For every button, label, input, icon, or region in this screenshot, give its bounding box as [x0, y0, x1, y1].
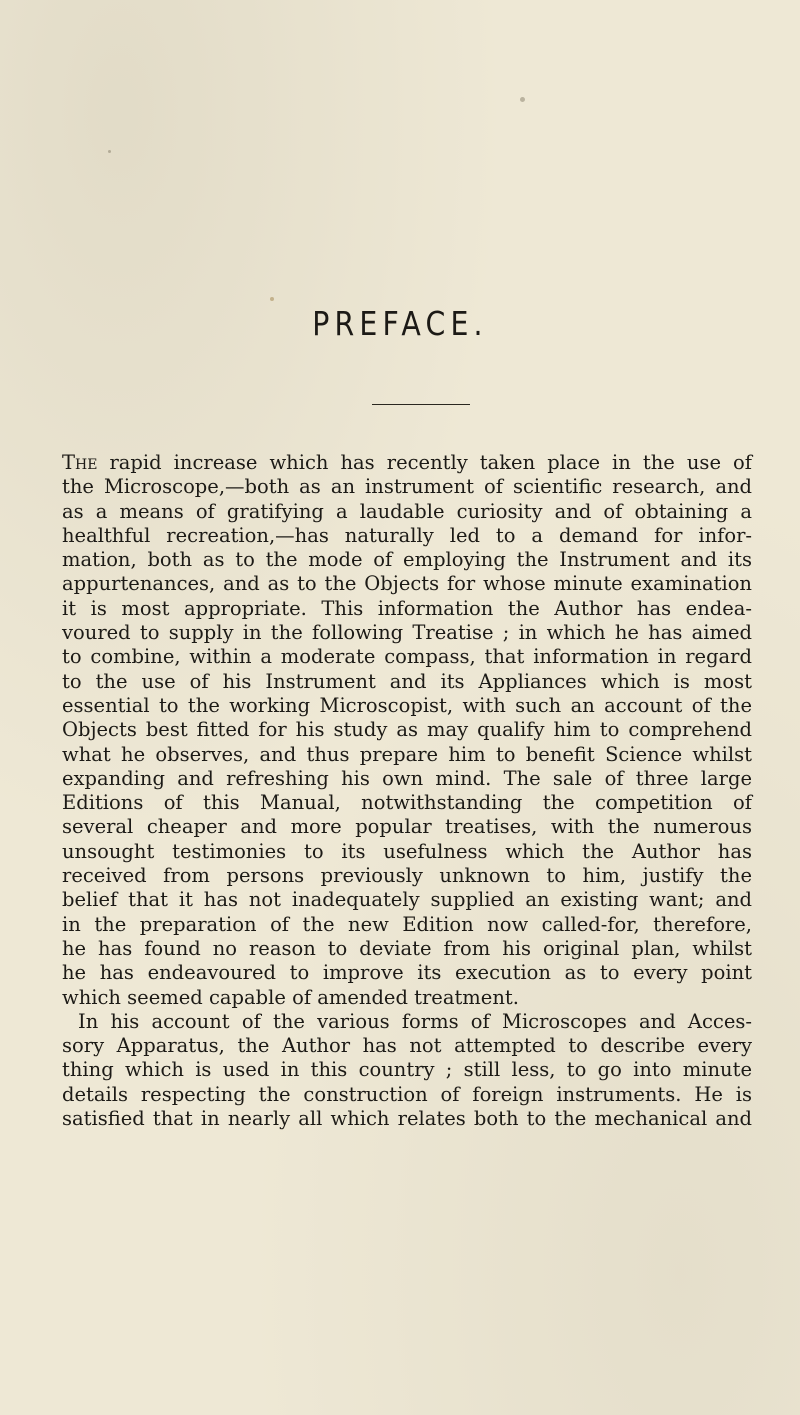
text-line: Objects best fitted for his study as may qualify him to comprehend [62, 718, 752, 742]
text-line: several cheaper and more popular treatises, with the numerous [62, 815, 752, 839]
text-line: sory Apparatus, the Author has not attempted to describe every [62, 1034, 752, 1058]
text-line: to the use of his Instrument and its Appliances which is most [62, 669, 752, 693]
text-line: satisfied that in nearly all which relates both to the mechanical and [62, 1107, 752, 1131]
text-line: which seemed capable of amended treatment. [62, 985, 519, 1009]
text-line: belief that it has not inadequately supplied an existing want; and [62, 888, 752, 912]
text-line: voured to supply in the following Treatise ; in which he has aimed [62, 621, 752, 645]
text-line: thing which is used in this country ; still less, to go into minute [62, 1058, 752, 1082]
text-line: Editions of this Manual, notwithstanding the competition of [62, 791, 752, 815]
text-line: essential to the working Microscopist, with such an account of the [62, 693, 752, 717]
lead-word: The [62, 451, 98, 474]
text-line: In his account of the various forms of Microscopes and Acces- [78, 1009, 752, 1033]
text-line: details respecting the construction of foreign instruments. He is [62, 1082, 752, 1106]
page-title: PREFACE. [312, 304, 488, 343]
text-line: in the preparation of the new Edition now called-for, therefore, [62, 912, 752, 936]
paper-speck [520, 97, 525, 102]
text-line: expanding and refreshing his own mind. The sale of three large [62, 766, 752, 790]
text-line: received from persons previously unknown to him, justify the [62, 864, 752, 888]
text-line: as a means of gratifying a laudable curiosity and of obtaining a [62, 499, 752, 523]
text-line: the Microscope,—both as an instrument of scientific research, and [62, 475, 752, 499]
paper-speck [270, 297, 274, 301]
text-line: healthful recreation,—has naturally led to a demand for infor- [62, 523, 752, 547]
line-text: rapid increase which has recently taken place in the use of [97, 451, 752, 474]
text-line: he has found no reason to deviate from his original plan, whilst [62, 936, 752, 960]
preface-text [62, 451, 752, 1131]
text-line: it is most appropriate. This information the Author has endea- [62, 596, 752, 620]
text-line: he has endeavoured to improve its execution as to every point [62, 961, 752, 985]
text-line [62, 451, 752, 475]
title-rule [372, 404, 470, 405]
text-line: appurtenances, and as to the Objects for whose minute examination [62, 572, 752, 596]
text-line: mation, both as to the mode of employing the Instrument and its [62, 548, 752, 572]
text-line: unsought testimonies to its usefulness which the Author has [62, 839, 752, 863]
text-line: what he observes, and thus prepare him to benefit Science whilst [62, 742, 752, 766]
text-line: to combine, within a moderate compass, that information in regard [62, 645, 752, 669]
paper-speck [108, 150, 111, 153]
